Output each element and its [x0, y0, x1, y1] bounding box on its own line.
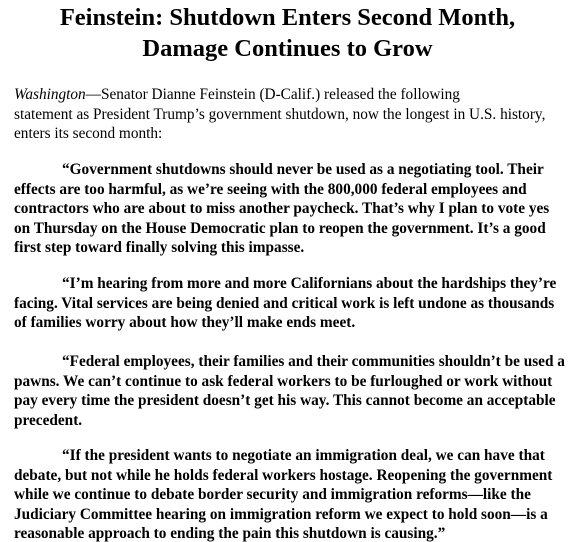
- quote-line: “If the president wants to negotiate an immigration deal, we can have that: [62, 447, 545, 464]
- quote-line: “I’m hearing from more and more Californians about the hardships they’re: [62, 275, 557, 292]
- quote-line: pay every time the president doesn’t get his way. This cannot become an acceptable: [14, 392, 556, 409]
- quote-line: on Thursday on the House Democratic plan to reopen the government. It’s a good: [14, 219, 546, 237]
- quote-line: of families worry about how they’ll make ends meet.: [14, 314, 356, 331]
- quote-paragraph-3: [14, 352, 565, 430]
- quote-paragraph-1: [14, 160, 549, 258]
- dateline: Washington: [14, 86, 86, 103]
- quote-line: precedent.: [14, 411, 83, 429]
- quote-line: first step toward finally solving this impasse.: [14, 239, 305, 256]
- intro-paragraph: [14, 85, 545, 144]
- intro-line: enters its second month:: [14, 125, 163, 142]
- quote-line: pawns. We can’t continue to ask federal workers to be furloughed or work without: [14, 372, 553, 390]
- quote-paragraph-2: [14, 274, 556, 333]
- quote-line: “Federal employees, their families and their communities shouldn’t be used a: [62, 353, 565, 370]
- headline-line-2: Damage Continues to Grow: [142, 35, 433, 62]
- intro-line-text: —Senator Dianne Feinstein (D-Calif.) released the following: [85, 86, 460, 103]
- quote-line: reasonable approach to ending the pain this shutdown is causing.”: [14, 525, 446, 542]
- quote-line: debate, but not while he holds federal workers hostage. Reopening the government: [14, 466, 553, 484]
- quote-line: facing. Vital services are being denied and critical work is left undone as thousands: [14, 294, 555, 312]
- quote-paragraph-4: [14, 446, 552, 542]
- quote-line: contractors who are about to miss another paycheck. That’s why I plan to vote yes: [14, 200, 550, 217]
- quote-line: effects are too harmful, as we’re seeing with the 800,000 federal employees and: [14, 180, 527, 198]
- quote-line: while we continue to debate border security and immigration reforms—like the: [14, 486, 531, 503]
- intro-line: [14, 85, 545, 105]
- headline-line-1: Feinstein: Shutdown Enters Second Month,: [59, 4, 516, 31]
- headline: [0, 2, 575, 64]
- quote-line: Judiciary Committee hearing on immigration reform we expect to hold soon—is a: [14, 505, 548, 523]
- intro-line: statement as President Trump’s government shutdown, now the longest in U.S. history,: [14, 105, 546, 123]
- quote-line: “Government shutdowns should never be used as a negotiating tool. Their: [62, 161, 544, 178]
